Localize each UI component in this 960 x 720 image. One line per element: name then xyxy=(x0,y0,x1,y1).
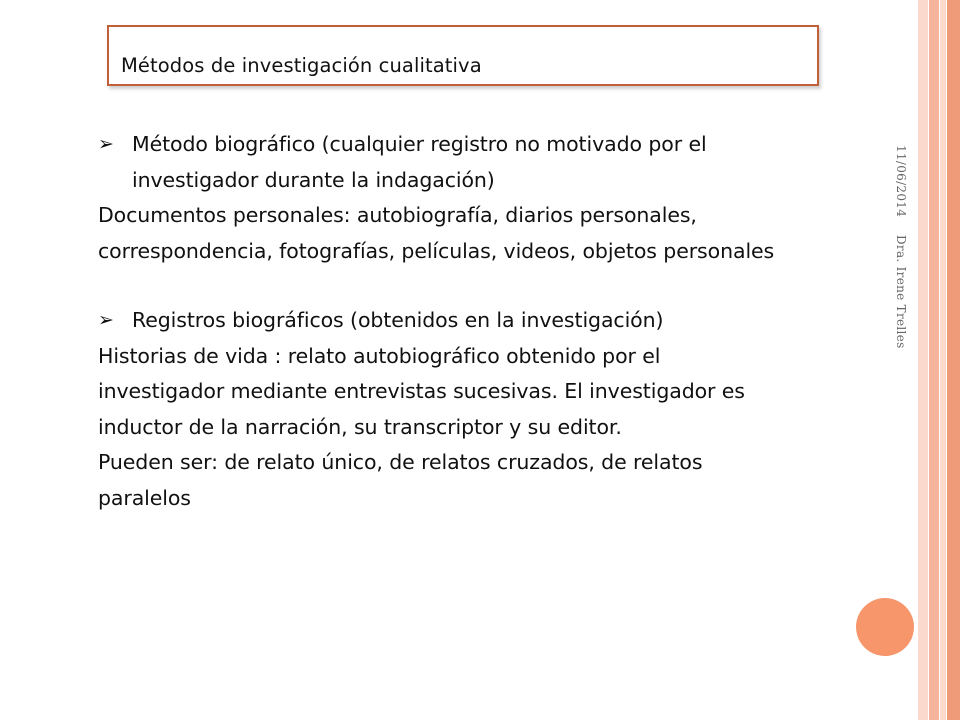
arrow-bullet-icon: ➢ xyxy=(98,309,114,331)
para-1-line-1: Documentos personales: autobiografía, diarios personales, xyxy=(98,203,697,227)
decorative-stripe xyxy=(929,0,939,720)
slide-footer-vertical xyxy=(888,145,908,405)
bullet-1-line-1: Método biográfico (cualquier registro no motivado por el xyxy=(132,132,707,156)
para-1-line-2: correspondencia, fotografías, películas, videos, objetos personales xyxy=(98,238,775,263)
slide-date: 11/06/2014 xyxy=(894,145,908,218)
slide-title: Métodos de investigación cualitativa xyxy=(121,54,482,77)
slide-content xyxy=(98,127,868,516)
para-3-line-1: Pueden ser: de relato único, de relatos cruzados, de relatos xyxy=(98,450,703,474)
decorative-stripe xyxy=(918,0,928,720)
paragraph-pueden-ser xyxy=(98,445,868,516)
spacer xyxy=(98,269,868,303)
slide-author: Dra. Irene Trelles xyxy=(894,235,908,349)
paragraph-documentos-personales xyxy=(98,198,868,269)
slide-title-box xyxy=(107,25,819,86)
bullet-2-line-1: Registros biográficos (obtenidos en la investigación) xyxy=(132,308,664,332)
decorative-stripe xyxy=(940,0,946,720)
decorative-stripe xyxy=(947,0,960,720)
bullet-item-registros-biograficos xyxy=(98,303,868,339)
para-2-line-2: investigador mediante entrevistas sucesivas. El investigador es xyxy=(98,379,745,403)
para-2-line-3: inductor de la narración, su transcriptor y su editor. xyxy=(98,414,622,439)
decorative-circle xyxy=(856,598,914,656)
para-2-line-1: Historias de vida : relato autobiográfico obtenido por el xyxy=(98,343,661,368)
bullet-1-line-2: investigador durante la indagación) xyxy=(132,167,495,192)
arrow-bullet-icon: ➢ xyxy=(98,133,114,155)
paragraph-historias-de-vida xyxy=(98,339,868,446)
bullet-item-metodo-biografico xyxy=(98,127,868,198)
para-3-line-2: paralelos xyxy=(98,485,191,510)
